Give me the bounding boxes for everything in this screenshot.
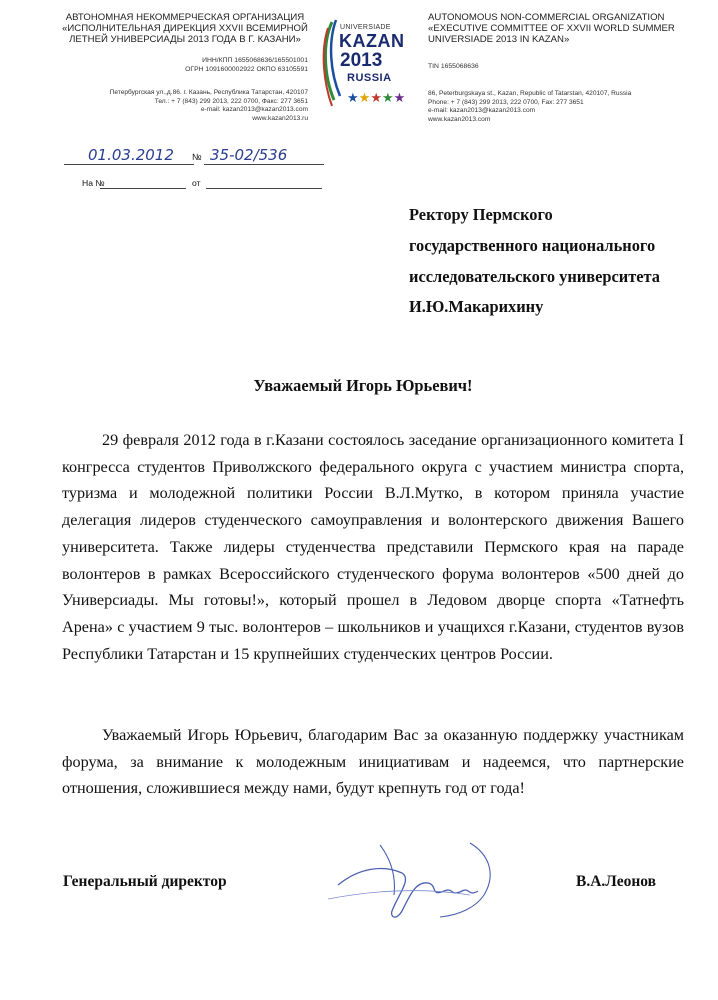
org-name-line: АВТОНОМНАЯ НЕКОММЕРЧЕСКАЯ ОРГАНИЗАЦИЯ (65, 12, 305, 23)
signatory-title: Генеральный директор (63, 873, 227, 890)
org-name-line: AUTONOMOUS NON-COMMERCIAL ORGANIZATION (428, 12, 665, 23)
body-paragraph: Уважаемый Игорь Юрьевич, благодарим Вас за оказанную поддержку участникам форума, за внимание к молодежным инициативам и надеемся, что партнерские отношения, сложившиеся между нами, будут крепнуть год от года! (62, 726, 684, 798)
reference-date-label: от (192, 178, 201, 188)
logo-star-icon: ★ (393, 90, 406, 105)
registration-number-label: № (192, 152, 202, 162)
signatory-name: В.А.Леонов (576, 873, 657, 890)
registration-number: 35-02/536 (210, 146, 288, 164)
ogrn-text: ОГРН 1091600002922 ОКПО 63105591 (185, 65, 308, 73)
salutation: Уважаемый Игорь Юрьевич! (253, 376, 473, 395)
letterhead-left-org (60, 12, 310, 45)
tin-text: TIN 1655068636 (428, 63, 479, 70)
handwritten-signature-icon (320, 825, 510, 925)
addressee-block (409, 200, 699, 323)
registration-number-underline (204, 164, 324, 165)
address-line: Петербургская ул.,д.86. г. Казань, Республика Татарстан, 420107 (109, 89, 308, 96)
website-line: www.kazan2013.ru (252, 114, 308, 122)
logo-stars-icon (347, 90, 405, 106)
logo-city-text: KAZAN (339, 31, 405, 51)
letterhead-left-address (60, 89, 308, 123)
addressee-line: Ректору Пермского (409, 205, 553, 224)
reference-date-blank (206, 188, 322, 189)
logo-year-text: 2013 (340, 50, 383, 71)
registration-date: 01.03.2012 (88, 146, 174, 164)
letterhead-right-org (428, 12, 708, 45)
addressee-line: И.Ю.Макарихину (409, 297, 544, 317)
letterhead-left-details (60, 57, 308, 74)
address-line: 86, Peterburgskaya st., Kazan, Republic of Tatarstan, 420107, Russia (428, 90, 632, 97)
reference-number-blank (100, 188, 186, 189)
registration-date-underline (64, 164, 194, 165)
org-name-line: ЛЕТНЕЙ УНИВЕРСИАДЫ 2013 ГОДА В Г. КАЗАНИ» (69, 34, 301, 45)
phone-line: Phone: + 7 (843) 299 2013, 222 0700, Fax: 277 3651 (428, 98, 584, 106)
logo-star-icon: ★ (358, 90, 371, 105)
website-line: www.kazan2013.com (428, 115, 491, 123)
email-line: e-mail: kazan2013@kazan2013.com (200, 106, 308, 114)
logo-universiade-text: UNIVERSIADE (340, 24, 391, 31)
logo-star-icon: ★ (370, 90, 382, 105)
letterhead-right-address (428, 90, 708, 124)
logo-country-text: RUSSIA (347, 72, 392, 84)
body-paragraph: 29 февраля 2012 года в г.Казани состоялось заседание организационного комитета I конгресса студентов Приволжского федерального округа с участием министра спорта, туризма и молодежной политики России В.Л.Мутко, в котором приняла участие делегация лидеров студенческого самоуправления и волонтерского движения Вашего университета. Также лидеры студенчества представили Пермского края на параде волонтеров в рамках Всероссийского студенческого форума волонтеров «500 дней до Универсиады. Мы готовы!», который прошел в Ледовом дворце спорта «Татнефть Арена» с участием 9 тыс. волонтеров – школьников и учащихся г.Казани, студентов вузов Республики Татарстан и 15 крупнейших студенческих центров России. (62, 431, 684, 663)
addressee-line: государственного национального (409, 235, 656, 255)
org-name-line: UNIVERSIADE 2013 IN KAZAN» (428, 34, 570, 45)
org-name-line: «EXECUTIVE COMMITTEE OF XXVII WORLD SUMMER (428, 23, 675, 34)
email-line: e-mail: kazan2013@kazan2013.com (428, 107, 536, 115)
phone-line: Тел.: + 7 (843) 299 2013, 222 0700, Факс: 277 3651 (154, 97, 308, 105)
logo-star-icon: ★ (347, 90, 359, 105)
org-name-line: «ИСПОЛНИТЕЛЬНАЯ ДИРЕКЦИЯ XXVII ВСЕМИРНОЙ (62, 23, 308, 34)
reference-number-label: На № (82, 178, 105, 188)
logo-star-icon: ★ (381, 90, 394, 105)
addressee-line: исследовательского университета (409, 266, 660, 286)
inn-text: ИНН/КПП 1655068636/165501001 (202, 57, 308, 64)
